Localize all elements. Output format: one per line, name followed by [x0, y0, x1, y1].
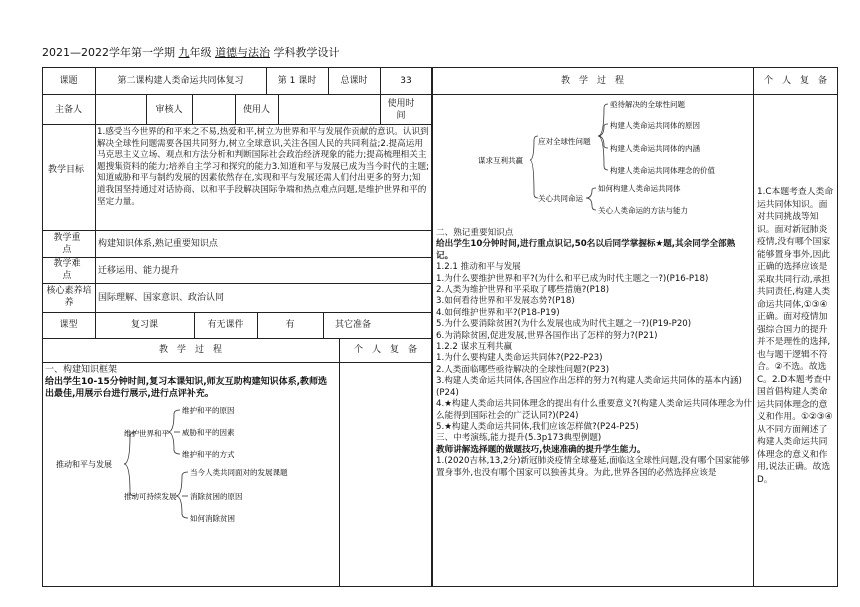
preparer-label: 主备人	[54, 105, 82, 115]
difficulty-label: 教学难点	[53, 259, 81, 281]
right-b1: 应对全球性问题	[538, 137, 591, 146]
left-b1-item: 维护和平的原因	[182, 406, 235, 415]
goals-label: 教学目标	[48, 165, 85, 175]
body-line: 1.(2020吉林,13,2分)新冠肺炎疫情全球蔓延,面临这全球性问题,没有哪个国家能够置身事外,也没有哪个国家可以独善其身。为此,世界各国的必然选择应该是	[436, 456, 750, 478]
total-label: 总课时	[340, 76, 368, 86]
right-b2-item: 关心人类命运的方法与能力	[598, 206, 688, 215]
right-root: 谋求互利共赢	[478, 156, 523, 165]
topic-label: 课题	[59, 76, 78, 86]
answer-explanation: 1.C本题考查人类命运共同体知识。面对共同挑战等知识。面对新冠肺炎疫情,没有哪个国家能够置身事外,因此正确的选择应该是采取共同行动,承担共同责任,构建人类命运共同体,①③④正确。面对疫情加强综合国力的提升并不是理性的选择,也与题干逻辑不符合。②不选。故选C。2.D本题考查中国首倡构建人类命运共同体理念的意义和作用。①②③④从不同方面阐述了构建人类命运共同体理念的意义和作用,说法正确。故选D。	[757, 187, 834, 485]
topic-value: 第二课构建人类命运共同体复习	[117, 76, 244, 86]
process-label-right: 教 学 过 程	[560, 76, 624, 86]
body-line: 1.为什么要构建人类命运共同体?(P22-P23)	[436, 353, 603, 364]
body-line: 4.★构建人类命运共同体理念的提出有什么重要意义?(构建人类命运共同体理念为什么能得到国际社会的广泛认同?)(P24)	[436, 399, 753, 421]
left-b2: 推动可持续发展	[124, 492, 177, 501]
core-text: 国际理解、国家意识、政治认同	[98, 293, 225, 303]
courseware-label: 有无课件	[207, 320, 244, 330]
type-value: 复习课	[130, 320, 158, 330]
body-line: 3.如何看待世界和平发展态势?(P18)	[436, 296, 575, 307]
body-line: 教师讲解选择题的做题技巧,快速准确的提升学生能力。	[436, 444, 646, 455]
left-b1: 维护世界和平	[124, 429, 169, 438]
user-label: 使用人	[242, 105, 270, 115]
courseware-value: 有	[285, 320, 295, 330]
key-label: 教学重点	[53, 233, 81, 255]
difficulty-text: 迁移运用、能力提升	[98, 266, 180, 276]
body-line: 4.如何维护世界和平?(P18-P19)	[436, 307, 560, 318]
lesson-label: 第 1 课时	[277, 76, 317, 86]
body-line: 1.2.1 推动和平与发展	[436, 262, 521, 273]
total-value: 33	[400, 76, 412, 86]
left-b2-item: 当今人类共同面对的发展课题	[190, 468, 288, 477]
right-b2: 关心共同命运	[538, 194, 583, 203]
right-body-text	[436, 228, 752, 479]
section1-text: 给出学生10-15分钟时间,复习本课知识,师友互助构建知识体系,教师选出最佳,用展示台进行展示,进行点评补充。	[45, 377, 328, 399]
goals-text: 1.感受当今世界的和平来之不易,热爱和平,树立为世界和平与发展作贡献的意识。认识到解决全球性问题需要各国共同努力,树立全球意识,关注各国人民的共同利益;2.提高运用马克思主义立场、观点和方法分析和判断国际社会政治经济现象的能力;提高梳理相关主题搜集资料的能力;培养自主学习和探究的能力3.知道和平与发展已成为当今时代的主题;知道威胁和平与制约发展的因素依然存在,实现和平与发展还需人们付出更多的努力;知道我国坚持通过对话协商、以和平手段解决国际争端和热点难点问题,是维护世界和平的坚定力量。	[97, 127, 429, 207]
right-b1-item: 构建人类命运共同体的原因	[610, 121, 700, 130]
body-line: 5.★构建人类命运共同体,我们应该怎样做?(P24-P25)	[436, 421, 639, 432]
body-line: 5.为什么要消除贫困?(为什么发展也成为时代主题之一?)(P19-P20)	[436, 319, 692, 330]
body-line: 2.人类面临哪些亟待解决的全球性问题?(P23)	[436, 364, 610, 375]
left-b1-item: 威胁和平的因素	[182, 428, 235, 437]
body-line: 1.为什么要维护世界和平?(为什么和平已成为时代主题之一?)(P16-P18)	[436, 273, 709, 284]
left-root: 推动和平与发展	[56, 460, 112, 469]
key-text: 构建知识体系,熟记重要知识点	[98, 239, 218, 249]
personal-label-left: 个 人 复 备	[353, 345, 417, 355]
left-b1-item: 维护和平的方式	[182, 450, 235, 459]
body-line: 二、熟记重要知识点	[436, 228, 514, 238]
process-label-left: 教 学 过 程	[158, 345, 222, 355]
body-line: 6.为消除贫困,促进发展,世界各国作出了怎样的努力?(P21)	[436, 330, 658, 341]
type-label: 课型	[59, 320, 78, 330]
section1-heading: 一、构建知识框架	[45, 365, 118, 375]
reviewer-label: 审核人	[155, 105, 183, 115]
left-knowledge-diagram	[42, 404, 338, 584]
use-time-label: 使用时间	[387, 99, 415, 121]
body-line: 1.2.2 谋求互利共赢	[436, 342, 513, 353]
core-label: 核心素养培养	[46, 286, 92, 308]
other-prep-label: 其它准备	[334, 320, 371, 330]
body-line: 3.构建人类命运共同体,各国应作出怎样的努力?(构建人类命运共同体的基本内涵)(P24)	[436, 376, 742, 398]
right-b1-item: 构建人类命运共同体理念的价值	[610, 166, 715, 175]
body-line: 给出学生10分钟时间,进行重点识记,50名以后同学掌握标★题,其余同学全部熟记。	[436, 239, 736, 261]
body-line: 三、中考演练,能力提升(5.3p173典型例题)	[436, 433, 602, 444]
document-title: 2021—2022学年第一学期 九年级 道德与法治 学科教学设计	[42, 46, 340, 59]
right-knowledge-diagram	[434, 98, 752, 226]
body-line: 2.人类为维护世界和平采取了哪些措施?(P18)	[436, 285, 610, 296]
right-b2-item: 如何构建人类命运共同体	[598, 184, 681, 193]
personal-label-right: 个 人 复 备	[763, 76, 827, 86]
right-b1-item: 构建人类命运共同体的内涵	[610, 144, 700, 153]
left-b2-item: 消除贫困的原因	[190, 492, 243, 501]
left-b2-item: 如何消除贫困	[190, 514, 235, 523]
right-b1-item: 亟待解决的全球性问题	[610, 100, 685, 109]
